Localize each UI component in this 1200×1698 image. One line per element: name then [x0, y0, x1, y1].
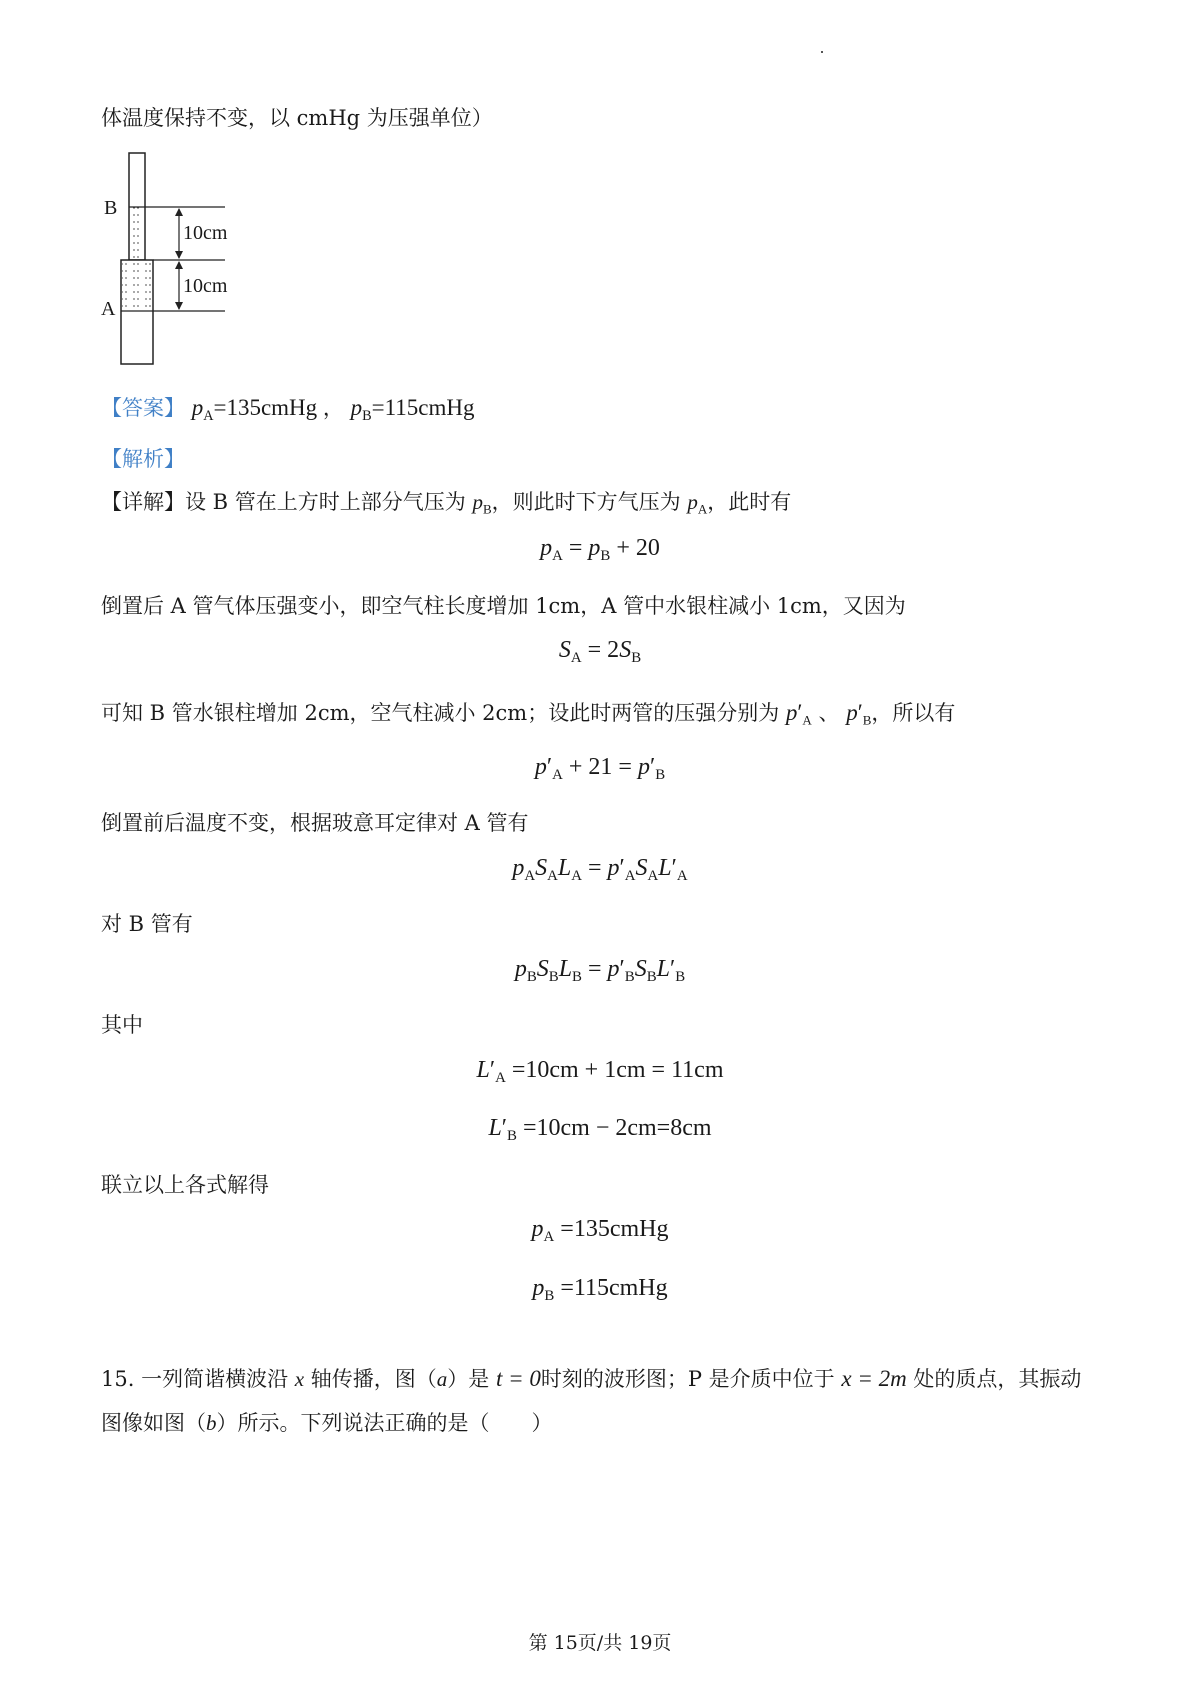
dim-upper: 10cm	[183, 222, 228, 244]
label-a: A	[101, 298, 116, 320]
equation-8: $p_A$ =135cmHg	[531, 1216, 669, 1246]
equation-1: $p_A = p_B + 20$	[540, 535, 660, 565]
equation-7: $L'_B =10cm - 2cm=8cm$	[488, 1115, 712, 1145]
mercury-b	[130, 207, 144, 260]
equation-5: $p_BS_BL_B = p'_BS_BL'_B$	[514, 956, 686, 986]
paragraph-4: 倒置前后温度不变，根据玻意耳定律对 A 管有	[101, 811, 529, 835]
equation-9: $p_B$ =115cmHg	[532, 1275, 668, 1305]
arrow-up-icon	[175, 261, 183, 269]
arrow-down-icon	[175, 251, 183, 259]
paragraph-7: 联立以上各式解得	[101, 1173, 269, 1197]
answer-pa: =135cmHg	[213, 395, 318, 420]
paragraph-5: 对 B 管有	[101, 912, 193, 936]
tube-diagram	[95, 148, 245, 370]
paragraph-2: 倒置后 A 管气体压强变小，即空气柱长度增加 1cm，A 管中水银柱减小 1cm，又因为	[101, 594, 906, 618]
answer-tag: 【答案】	[101, 396, 185, 420]
arrow-up-icon	[175, 208, 183, 216]
dim-lower: 10cm	[183, 275, 228, 297]
analysis-tag: 【解析】	[101, 447, 185, 471]
answer-pb: =115cmHg	[371, 395, 475, 420]
equation-2: $S_A = 2S_B$	[558, 637, 642, 667]
paragraph-6: 其中	[101, 1013, 143, 1037]
equation-6: $L'_A =10cm + 1cm = 11cm$	[476, 1057, 724, 1087]
question-15-line-1: 15. 一列简谐横波沿 x 轴传播，图（a）是 t = 0时刻的波形图；P 是介质中位于 x = 2m 处的质点，其振动	[101, 1366, 1082, 1391]
equation-3: $p'_A + 21 = p'_B$	[534, 754, 666, 784]
equation-4: $p_AS_AL_A = p'_AS_AL'_A$	[512, 855, 688, 885]
intro-text: 体温度保持不变，以 cmHg 为压强单位）	[101, 106, 493, 130]
arrow-down-icon	[175, 302, 183, 310]
detail-line: 【详解】设 B 管在上方时上部分气压为 $p_B$，则此时下方气压为 $p_A$，此时有	[101, 490, 792, 517]
answer-line: 【答案】 $p_A=135cmHg$ ， $p_B=115cmHg$	[101, 395, 475, 424]
label-b: B	[104, 197, 118, 219]
question-15-line-2: 图像如图（b）所示。下列说法正确的是（ ）	[101, 1411, 553, 1435]
paragraph-3: 可知 B 管水银柱增加 2cm，空气柱减小 2cm；设此时两管的压强分别为 $p'_A$ 、 $p'_B$，所以有	[101, 700, 956, 728]
scan-dot	[821, 51, 823, 53]
mercury-a	[122, 261, 152, 311]
page-footer: 第 15页/共 19页	[528, 1632, 672, 1654]
